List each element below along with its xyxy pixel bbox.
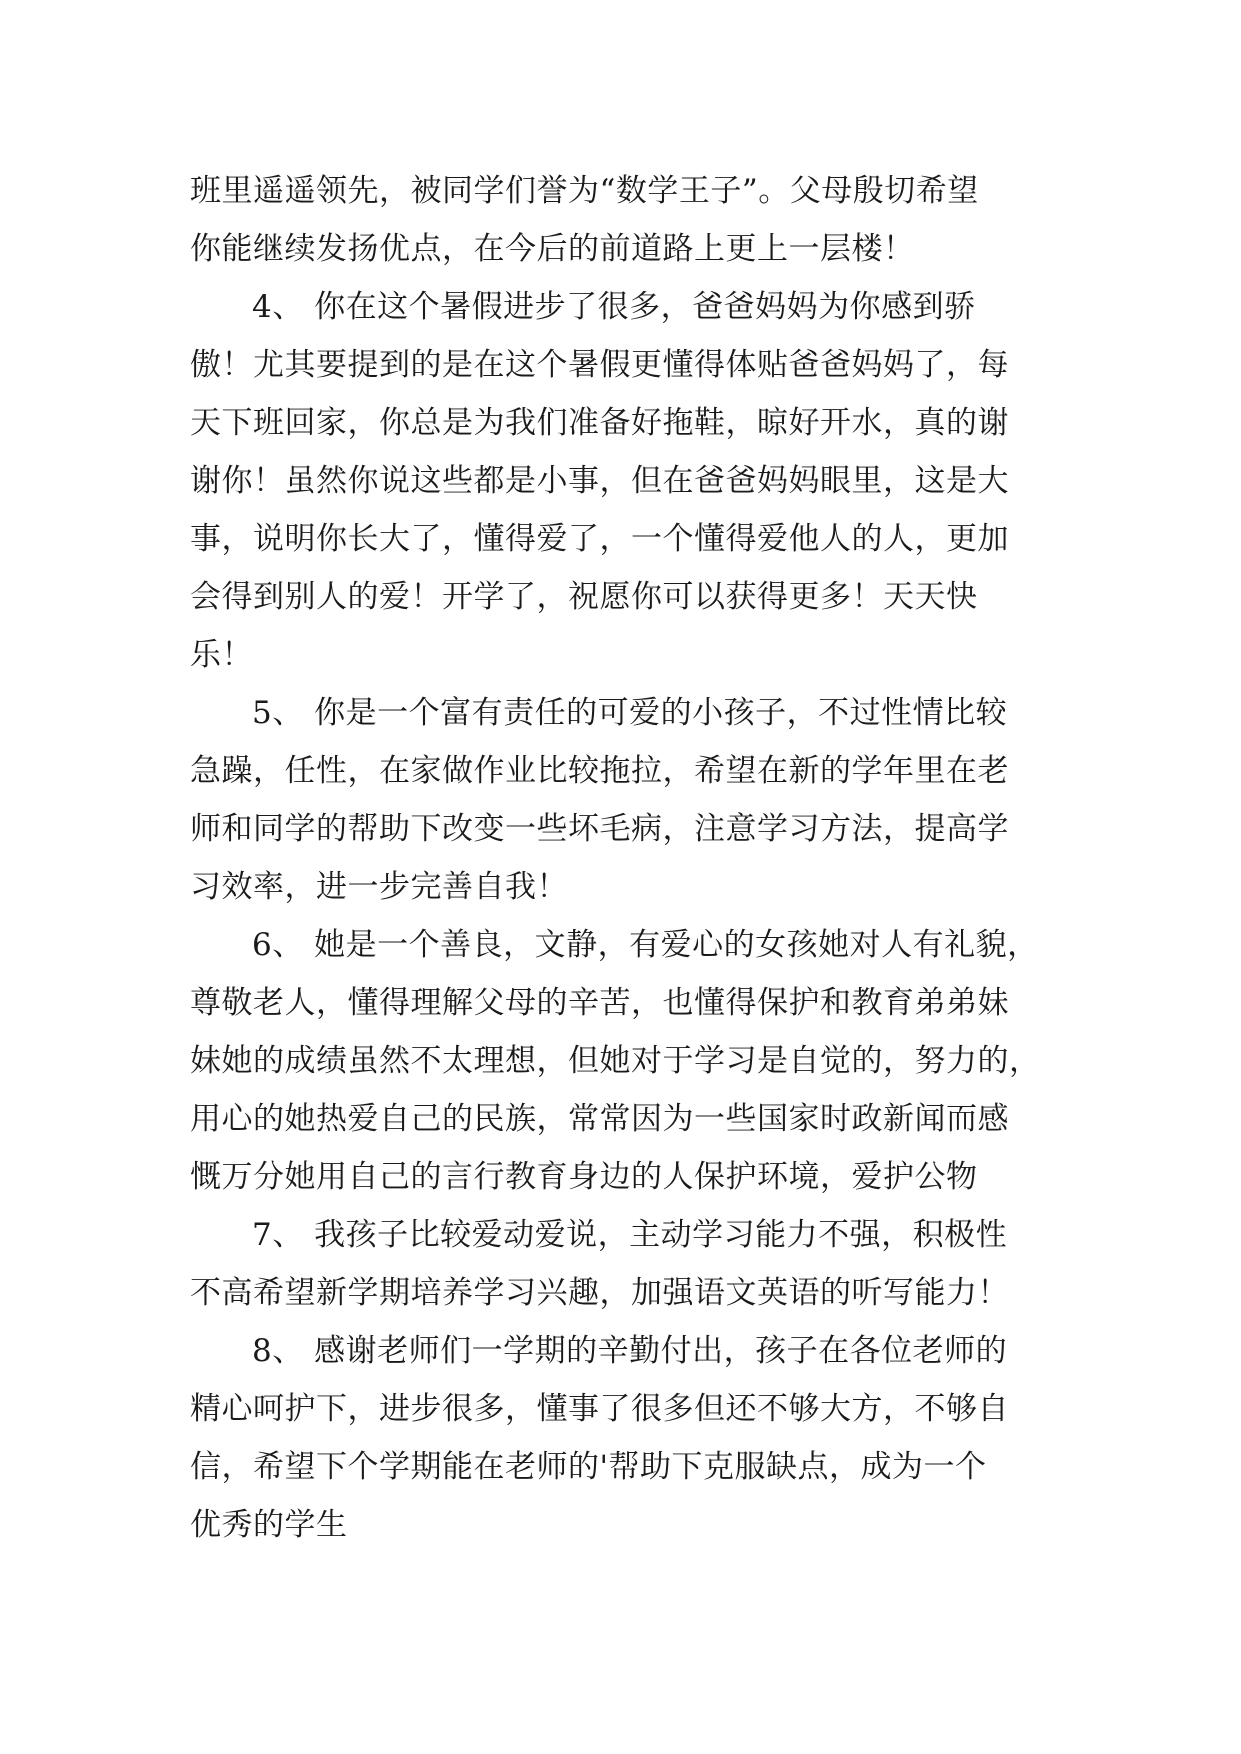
paragraph-item-5 [190,684,1050,916]
text-line: 傲！尤其要提到的是在这个暑假更懂得体贴爸爸妈妈了，每 [190,347,1009,383]
paragraph-item-7 [190,1206,1050,1322]
text-line: 急躁，任性，在家做作业比较拖拉，希望在新的学年里在老 [190,753,1009,789]
text-line: 用心的她热爱自己的民族，常常因为一些国家时政新闻而感 [190,1101,1009,1137]
paragraph-item-6 [190,916,1050,1206]
text-line: 慨万分她用自己的言行教育身边的人保护环境，爱护公物 [190,1159,978,1195]
text-line: 妹她的成绩虽然不太理想，但她对于学习是自觉的，努力的， [190,1043,1041,1079]
text-line: 不高希望新学期培养学习兴趣，加强语文英语的听写能力！ [190,1275,1009,1311]
text-line: 尊敬老人，懂得理解父母的辛苦，也懂得保护和教育弟弟妹 [190,985,1009,1021]
text-line: 5、 你是一个富有责任的可爱的小孩子，不过性情比较 [252,695,1008,731]
document-body [190,162,1050,1554]
text-line: 6、 她是一个善良，文静，有爱心的女孩她对人有礼貌， [252,927,1039,963]
text-line: 会得到别人的爱！开学了，祝愿你可以获得更多！天天快 [190,579,978,615]
text-line: 乐！ [190,637,253,673]
text-line: 事，说明你长大了，懂得爱了，一个懂得爱他人的人，更加 [190,521,1009,557]
paragraph-continuation [190,162,1050,278]
text-line: 4、 你在这个暑假进步了很多，爸爸妈妈为你感到骄 [252,289,976,325]
text-line: 8、 感谢老师们一学期的辛勤付出，孩子在各位老师的 [252,1333,1008,1369]
text-line: 班里遥遥领先，被同学们誉为“数学王子”。父母殷切希望 [190,173,979,209]
text-line: 你能继续发扬优点，在今后的前道路上更上一层楼！ [190,231,915,267]
text-line: 精心呵护下，进步很多，懂事了很多但还不够大方，不够自 [190,1391,1009,1427]
text-line: 信，希望下个学期能在老师的'帮助下克服缺点，成为一个 [190,1449,987,1485]
text-line: 天下班回家，你总是为我们准备好拖鞋，晾好开水，真的谢 [190,405,1009,441]
text-line: 师和同学的帮助下改变一些坏毛病，注意学习方法，提高学 [190,811,1009,847]
text-line: 谢你！虽然你说这些都是小事，但在爸爸妈妈眼里，这是大 [190,463,1009,499]
text-line: 7、 我孩子比较爱动爱说，主动学习能力不强，积极性 [252,1217,1008,1253]
paragraph-item-4 [190,278,1050,684]
paragraph-item-8 [190,1322,1050,1554]
text-line: 优秀的学生 [190,1507,348,1543]
text-line: 习效率，进一步完善自我！ [190,869,568,905]
